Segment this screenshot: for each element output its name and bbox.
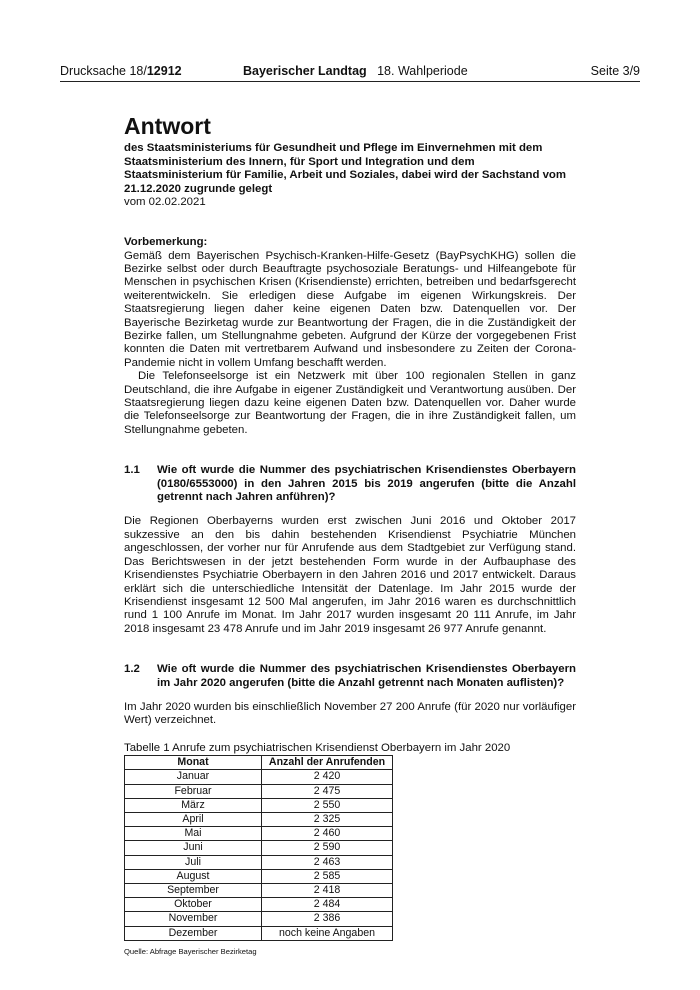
table-row [125,812,393,826]
count-cell: 2 420 [262,770,393,784]
table-row [125,855,393,869]
table-row [125,926,393,940]
count-cell: 2 550 [262,798,393,812]
calls-table [124,755,393,941]
table-header-row [125,756,393,770]
vorbemerkung-paragraph-1: Gemäß dem Bayerischen Psychisch-Kranken-Hilfe-Gesetz (BayPsychKHG) sollen die Bezirke selbst oder durch Beauftragte psychosoziale Beratungs- und Hilfeangebote für Menschen in psychischen Krisen (Krisendienste) errichten, betreiben und bedarfsgerecht weiterentwickeln. Sie erledigen diese Aufgabe im eigenen Wirkungskreis. Der Staatsregierung liegen daher keine eigenen Daten bzw. Datenquellen vor. Der Bayerische Bezirketag wurde zur Beantwortung der Fragen, die in die Zuständigkeit der Bezirke fallen, um Stellungnahme gebeten. Aufgrund der Kürze der vorgegebenen Frist konnten die Daten mit vertretbarem Aufwand und insbesondere zu Zeiten der Corona-Pandemie nicht in vollem Umfang beschafft werden. [124,249,576,369]
header-rule [60,81,640,82]
month-cell: September [125,883,262,897]
table-row [125,784,393,798]
table-row [125,770,393,784]
table-row [125,841,393,855]
answer-1-1: Die Regionen Oberbayerns wurden erst zwischen Juni 2016 und Oktober 2017 sukzessive an den bis dahin bestehenden Krisendienst Psychiatrie München angeschlossen, der vorher nur für Anrufende aus dem Stadtgebiet zur Verfügung stand. Das Berichtswesen in der jetzt bestehenden Form wurde in der Aufbauphase des Krisendienstes Psychiatrie Oberbayern in den Jahren 2016 und 2017 entwickelt. Daraus erklärt sich die unterschiedliche Intensität der Datenlage. Im Jahr 2015 wurde der Krisendienst insgesamt 12 500 Mal angerufen, im Jahr 2016 waren es durchschnittlich rund 1 100 Anrufe im Monat. Im Jahr 2017 wurden insgesamt 20 111 Anrufe, im Jahr 2018 insgesamt 23 478 Anrufe und im Jahr 2019 insgesamt 26 977 Anrufe genannt. [124,515,576,635]
vorbemerkung-heading: Vorbemerkung: [124,235,208,248]
count-cell: 2 460 [262,827,393,841]
month-cell: Juni [125,841,262,855]
count-cell: 2 418 [262,883,393,897]
count-cell: 2 325 [262,812,393,826]
document-subtitle: des Staatsministeriums für Gesundheit und Pflege im Einvernehmen mit dem Staatsministerium des Innern, für Sport und Integration und dem Staatsministerium für Familie, Arbeit und Soziales, dabei wird der Sachstand vom 21.12.2020 zugrunde gelegt [124,142,567,195]
page-number: Seite 3/9 [590,64,640,78]
count-cell: 2 590 [262,841,393,855]
question-text: Wie oft wurde die Nummer des psychiatrischen Krisendienstes Oberbayern im Jahr 2020 angerufen (bitte die Anzahl getrennt nach Monaten auflisten)? [157,663,576,689]
question-1-2 [124,663,576,690]
month-cell: Juli [125,855,262,869]
month-cell: November [125,912,262,926]
month-cell: Januar [125,770,262,784]
institution-period: Bayerischer Landtag 18. Wahlperiode [243,64,468,78]
table-caption: Tabelle 1 Anrufe zum psychiatrischen Krisendienst Oberbayern im Jahr 2020 [124,741,511,754]
question-number: 1.2 [124,663,140,676]
document-body [124,113,576,956]
table-row [125,912,393,926]
month-cell: April [125,812,262,826]
page-header [60,64,640,82]
table-row [125,827,393,841]
table-source: Quelle: Abfrage Bayerischer Bezirketag [124,946,257,956]
count-cell: noch keine Angaben [262,926,393,940]
question-1-1 [124,464,576,504]
vorbemerkung-paragraph-2: Die Telefonseelsorge ist ein Netzwerk mit über 100 regionalen Stellen in ganz Deutschland, die ihre Aufgabe in eigener Zuständigkeit und Verantwortung ausüben. Der Staatsregierung liegen dazu keine eigenen Daten bzw. Datenquellen vor. Daher wurde die Telefonseelsorge zur Beantwortung der Fragen, die in ihre Zuständigkeit fallen, um Stellungnahme gebeten. [124,370,576,436]
count-cell: 2 463 [262,855,393,869]
month-cell: März [125,798,262,812]
month-cell: August [125,869,262,883]
month-cell: Mai [125,827,262,841]
column-header-month: Monat [125,756,262,770]
table-row [125,798,393,812]
month-cell: Februar [125,784,262,798]
count-cell: 2 484 [262,898,393,912]
document-title: Antwort [124,113,211,139]
count-cell: 2 585 [262,869,393,883]
count-cell: 2 386 [262,912,393,926]
drucksache-label: Drucksache 18/12912 [60,64,182,78]
answer-1-2: Im Jahr 2020 wurden bis einschließlich November 27 200 Anrufe (für 2020 nur vorläufiger Wert) verzeichnet. [124,700,576,727]
count-cell: 2 475 [262,784,393,798]
question-text: Wie oft wurde die Nummer des psychiatrischen Krisendienstes Oberbayern (0180/6553000) in den Jahren 2015 bis 2019 angerufen (bitte die Anzahl getrennt nach Jahren anführen)? [157,464,576,504]
table-row [125,869,393,883]
document-date: vom 02.02.2021 [124,196,206,209]
table-row [125,883,393,897]
table-row [125,898,393,912]
question-number: 1.1 [124,464,140,477]
month-cell: Oktober [125,898,262,912]
column-header-count: Anzahl der Anrufenden [262,756,393,770]
month-cell: Dezember [125,926,262,940]
